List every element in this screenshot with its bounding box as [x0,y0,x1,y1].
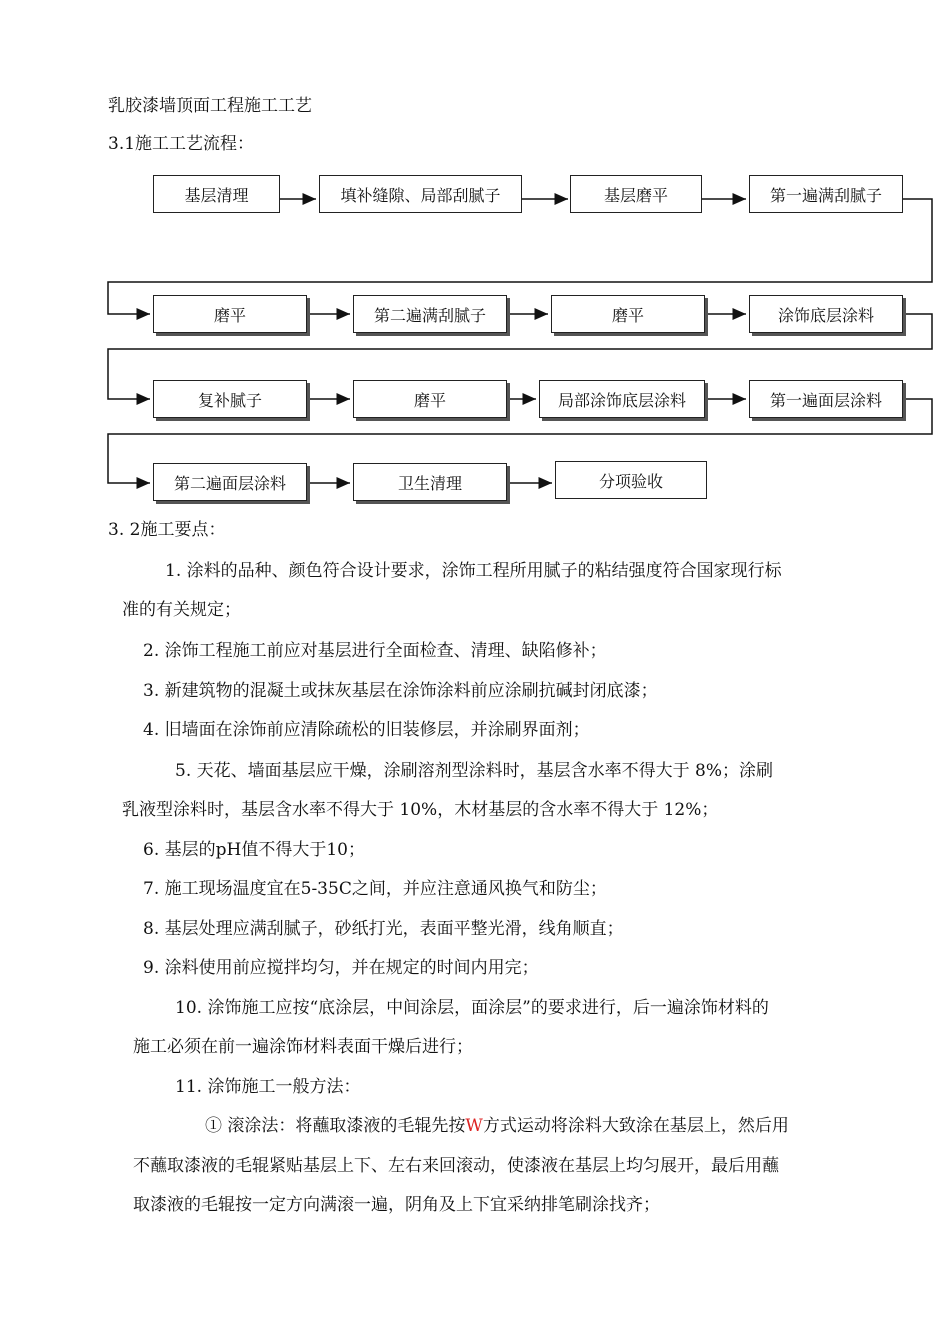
flowchart-connectors [0,0,950,520]
flow-step-2: 填补缝隙、局部刮腻子 [319,175,522,213]
section-heading-points: 3. 2施工要点： [108,520,226,540]
point-10-line-2: 施工必须在前一遍涂饰材料表面干燥后进行； [133,1037,473,1057]
flow-step-15: 分项验收 [555,461,707,499]
flow-step-9: 复补腻子 [153,380,307,418]
flow-step-1: 基层清理 [153,175,280,213]
flow-step-5: 磨平 [153,295,307,333]
point-1-line-2: 准的有关规定； [122,600,241,620]
flow-step-13: 第二遍面层涂料 [153,463,307,501]
point-9: 9. 涂料使用前应搅拌均匀，并在规定的时间内用完； [143,958,539,978]
section-heading-flow: 3.1施工工艺流程： [108,134,255,154]
point-11: 11. 涂饰施工一般方法： [175,1077,361,1097]
point-11-method-1-line-1 [205,1115,789,1137]
flow-step-14: 卫生清理 [353,463,507,501]
flow-step-12: 第一遍面层涂料 [749,380,903,418]
point-8: 8. 基层处理应满刮腻子，砂纸打光，表面平整光滑，线角顺直； [143,919,624,939]
point-4: 4. 旧墙面在涂饰前应清除疏松的旧装修层，并涂刷界面剂； [143,720,590,740]
point-1-line-1: 1. 涂料的品种、颜色符合设计要求，涂饰工程所用腻子的粘结强度符合国家现行标 [165,561,782,581]
point-3: 3. 新建筑物的混凝土或抹灰基层在涂饰涂料前应涂刷抗碱封闭底漆； [143,681,658,701]
w-mark: W [465,1116,483,1136]
point-5-line-1: 5. 天花、墙面基层应干燥，涂刷溶剂型涂料时，基层含水率不得大于 8%；涂刷 [175,761,773,781]
point-11-method-1-line-2: 不蘸取漆液的毛辊紧贴基层上下、左右来回滚动，使漆液在基层上均匀展开，最后用蘸 [133,1156,779,1176]
point-2: 2. 涂饰工程施工前应对基层进行全面检查、清理、缺陷修补； [143,641,607,661]
doc-title: 乳胶漆墙顶面工程施工工艺 [108,96,312,116]
flow-step-3: 基层磨平 [570,175,702,213]
point-10-line-1: 10. 涂饰施工应按“底涂层，中间涂层，面涂层”的要求进行，后一遍涂饰材料的 [175,998,769,1018]
point-11-method-1-line-3: 取漆液的毛辊按一定方向满滚一遍，阴角及上下宜采纳排笔刷涂找齐； [133,1195,660,1215]
point-5-line-2: 乳液型涂料时，基层含水率不得大于 10%，木材基层的含水率不得大于 12%； [122,800,719,820]
flow-step-8: 涂饰底层涂料 [749,295,903,333]
flow-step-6: 第二遍满刮腻子 [353,295,507,333]
flow-step-4: 第一遍满刮腻子 [749,175,903,213]
point-7: 7. 施工现场温度宜在5-35C之间，并应注意通风换气和防尘； [143,879,607,899]
method-1-text-post: 方式运动将涂料大致涂在基层上，然后用 [482,1116,789,1136]
flow-step-10: 磨平 [353,380,507,418]
flow-step-7: 磨平 [551,295,705,333]
flow-step-11: 局部涂饰底层涂料 [539,380,705,418]
point-6: 6. 基层的pH值不得大于10； [143,840,365,860]
method-1-text-pre: ① 滚涂法：将蘸取漆液的毛辊先按 [205,1116,466,1136]
